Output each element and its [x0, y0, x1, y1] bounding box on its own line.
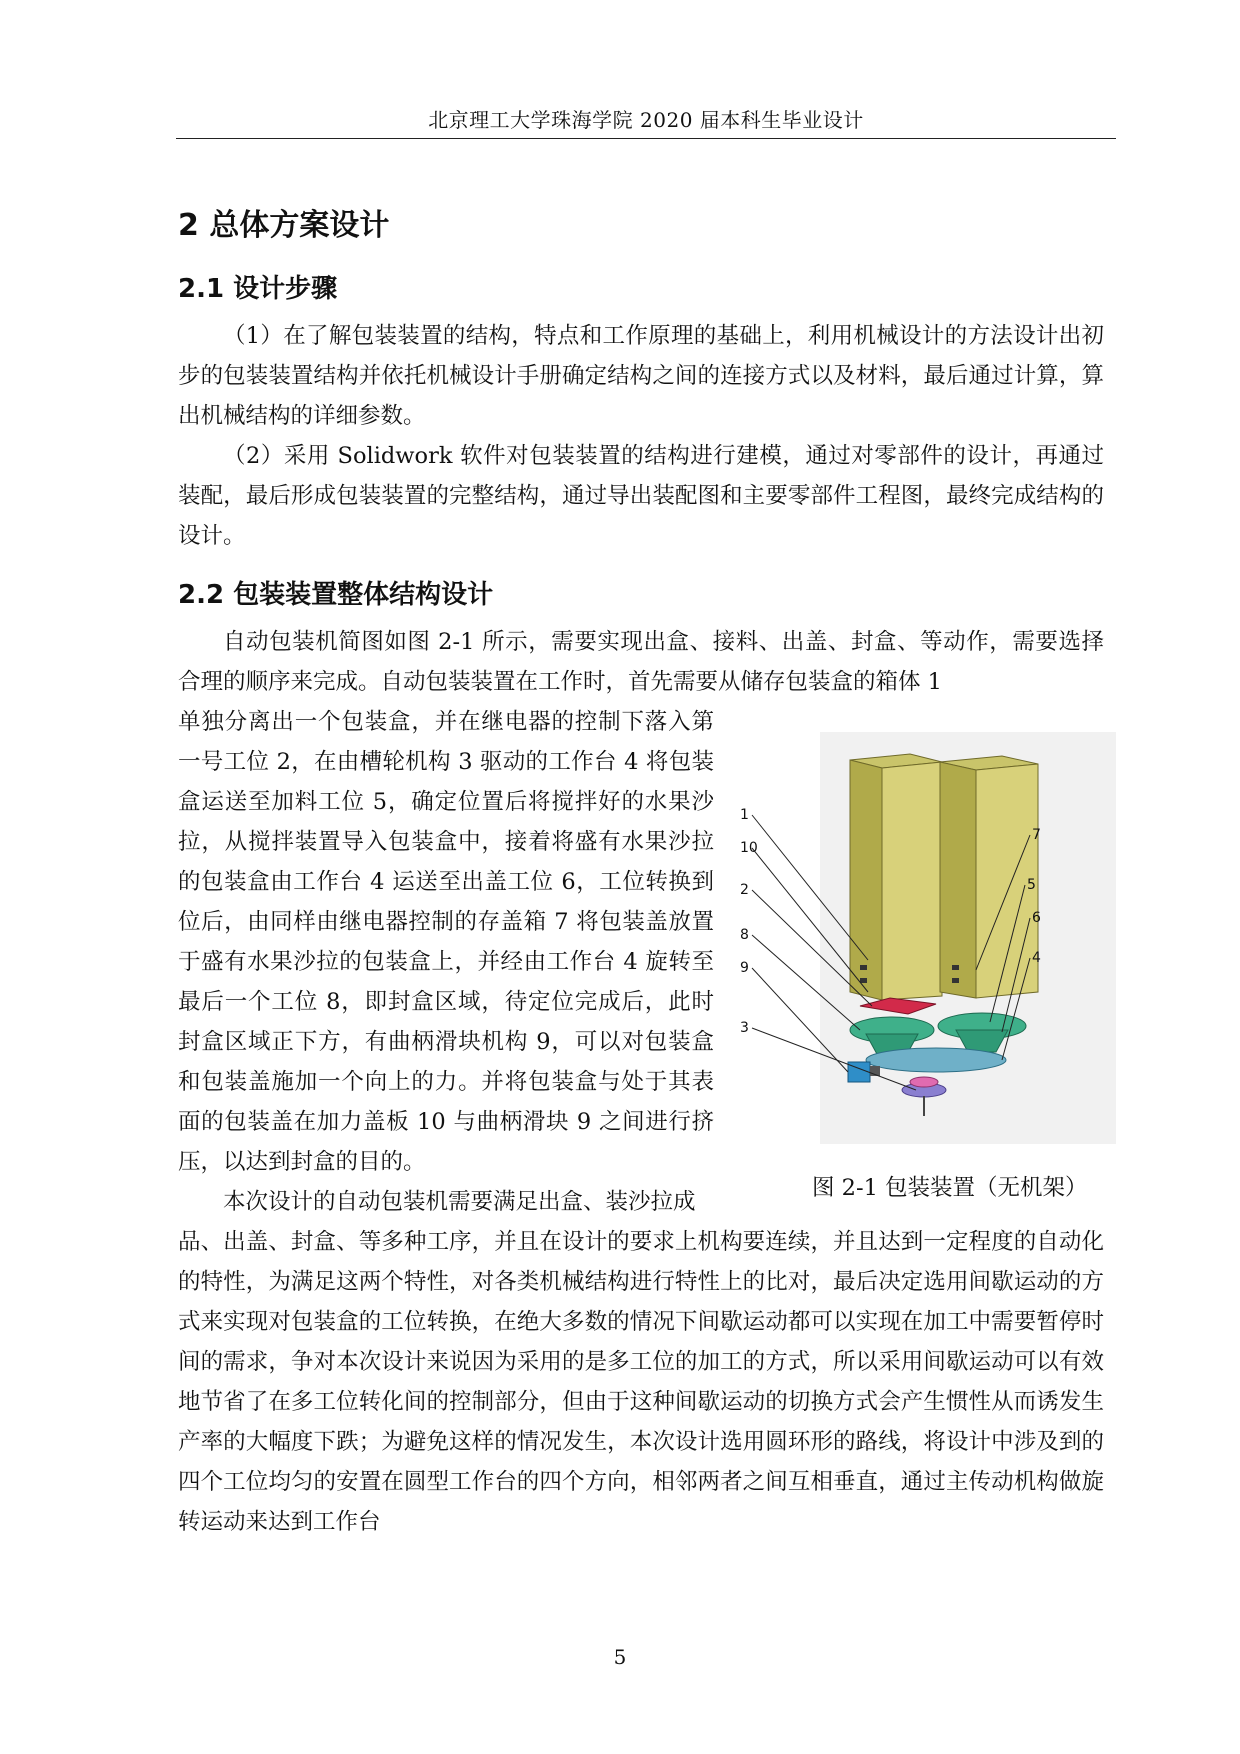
callout-9: 9	[740, 960, 749, 976]
chapter-title: 2 总体方案设计	[178, 208, 390, 243]
callout-2: 2	[740, 882, 749, 898]
section-2-2-wrapped-paragraph: 单独分离出一个包装盒，并在继电器的控制下落入第一号工位 2，在由槽轮机构 3 驱动的工作台 4 将包装盒运送至加料工位 5，确定位置后将搅拌好的水果沙拉，从搅拌装置导入包装盒中，接着将盛有水果沙拉的包装盒由工作台 4 运送至出盖工位 6，工位转换到位后，由同样由继电器控制的存盖箱 7 将包装盖放置于盛有水果沙拉的包装盒上，并经由工作台 4 旋转至最后一个工位 8，即封盒区域，待定位完成后，此时封盒区域正下方，有曲柄滑块机构 9，可以对包装盒和包装盖施加一个向上的力。并将包装盒与处于其表面的包装盖在加力盖板 10 与曲柄滑块 9 之间进行挤压，以达到封盒的目的。	[178, 709, 714, 1175]
section-2-2-intro-paragraph: 自动包装机简图如图 2-1 所示，需要实现出盒、接料、出盖、封盒、等动作，需要选择合理的顺序来完成。自动包装装置在工作时，首先需要从储存包装盒的箱体 1	[178, 629, 1104, 695]
figure-packaging-device	[740, 730, 1120, 1150]
figure-caption: 图 2-1 包装装置（无机架）	[812, 1175, 1088, 1201]
callout-4: 4	[1032, 950, 1041, 966]
crank-slider-block	[848, 1062, 870, 1082]
section-2-2-next-paragraph-body: 品、出盖、封盒、等多种工序，并且在设计的要求上机构要连续，并且达到一定程度的自动化的特性，为满足这两个特性，对各类机械结构进行特性上的比对，最后决定选用间歇运动的方式来实现对包装盒的工位转换，在绝大多数的情况下间歇运动都可以实现在加工中需要暂停时间的需求，争对本次设计来说因为采用的是多工位的加工的方式，所以采用间歇运动可以有效地节省了在多工位转化间的控制部分，但由于这种间歇运动的切换方式会产生惯性从而诱发生产率的大幅度下跌；为避免这样的情况发生，本次设计选用圆环形的路线，将设计中涉及到的四个工位均匀的安置在圆型工作台的四个方向，相邻两者之间互相垂直，通过主传动机构做旋转运动来达到工作台	[178, 1229, 1104, 1535]
callout-6: 6	[1032, 910, 1041, 926]
callout-5: 5	[1027, 877, 1036, 893]
storage-box-left	[850, 754, 942, 1000]
work-table	[866, 1048, 1006, 1072]
header-rule	[176, 138, 1116, 139]
section-2-2-title: 2.2 包装装置整体结构设计	[178, 580, 494, 610]
page-number: 5	[613, 1645, 627, 1669]
callout-3: 3	[740, 1020, 749, 1036]
callout-7: 7	[1032, 827, 1041, 843]
callout-10: 10	[740, 840, 758, 856]
running-header: 北京理工大学珠海学院 2020 届本科生毕业设计	[428, 108, 864, 132]
callout-8: 8	[740, 927, 749, 943]
lid-box-right	[940, 756, 1038, 998]
section-2-1-title: 2.1 设计步骤	[178, 274, 338, 304]
section-2-1-paragraph-1: （1）在了解包装装置的结构，特点和工作原理的基础上，利用机械设计的方法设计出初步的包装装置结构并依托机械设计手册确定结构之间的连接方式以及材料，最后通过计算，算出机械结构的详细参数。	[178, 323, 1104, 429]
geneva-wheel	[910, 1077, 938, 1087]
section-2-2-next-paragraph-first-line: 本次设计的自动包装机需要满足出盒、装沙拉成	[223, 1189, 696, 1215]
section-2-1-paragraph-2: （2）采用 Solidwork 软件对包装装置的结构进行建模，通过对零部件的设计，再通过装配，最后形成包装装置的完整结构，通过导出装配图和主要零部件工程图，最终完成结构的设计。	[178, 443, 1104, 549]
callout-1: 1	[740, 807, 749, 823]
